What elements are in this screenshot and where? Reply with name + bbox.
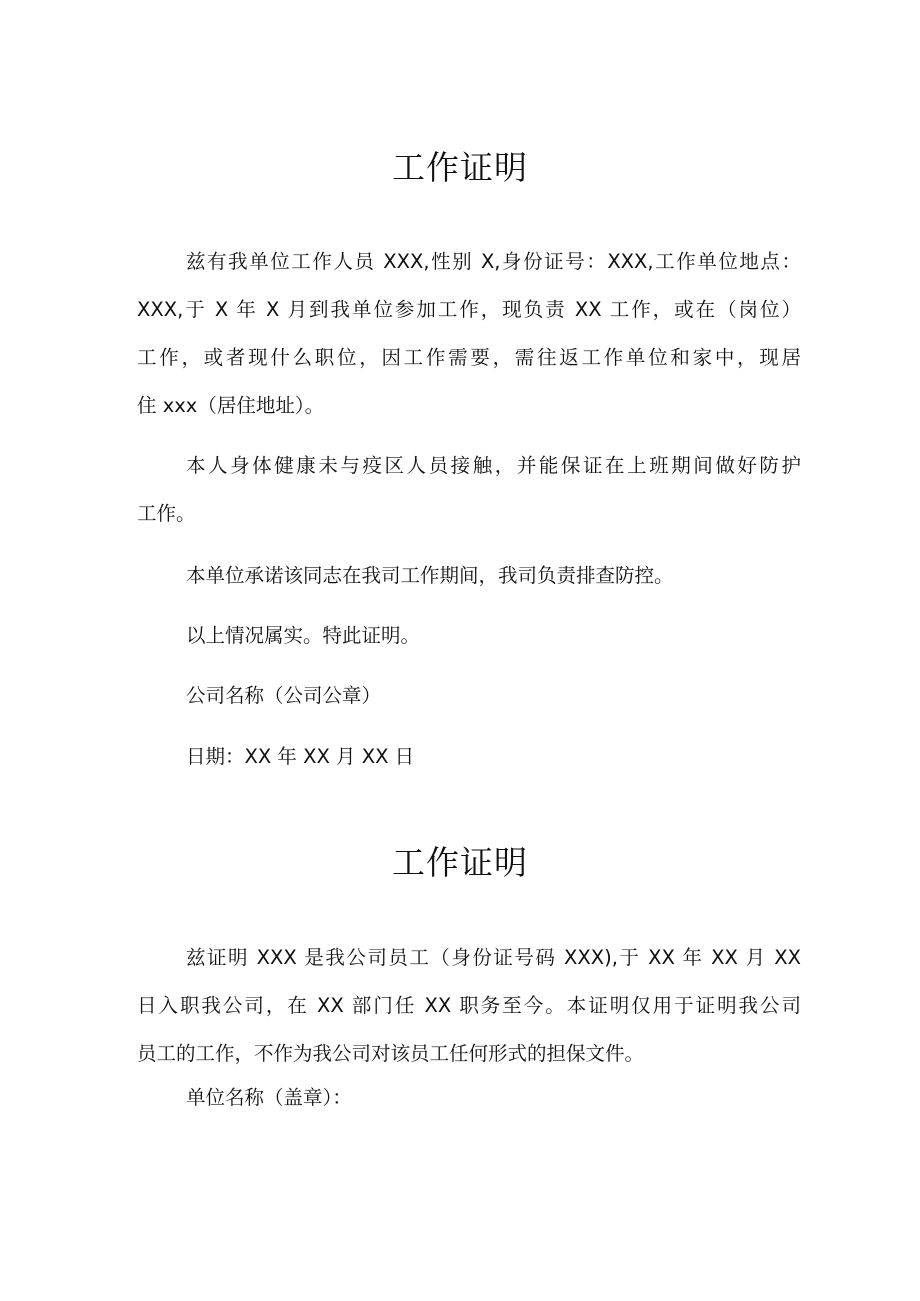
paragraph-line: 本人身体健康未与疫区人员接触，并能保证在上班期间做好防护 — [186, 454, 801, 477]
paragraph-line: 兹证明 XXX 是我公司员工（身份证号码 XXX),于 XX 年 XX 月 XX — [186, 946, 801, 969]
paragraph-line: 以上情况属实。特此证明。 — [186, 624, 421, 647]
paragraph-line: 日入职我公司，在 XX 部门任 XX 职务至今。本证明仅用于证明我公司 — [137, 994, 801, 1017]
paragraph-line: 住 xxx（居住地址）。 — [137, 394, 325, 417]
date-line: 日期：XX 年 XX 月 XX 日 — [186, 745, 415, 768]
certificate-1-paragraph-4 — [137, 612, 801, 660]
paragraph-line: 工作。 — [137, 502, 196, 525]
certificate-1-company-name — [137, 672, 801, 720]
paragraph-line: XXX,于 X 年 X 月到我单位参加工作，现负责 XX 工作，或在（岗位） — [137, 298, 801, 321]
company-name-line: 公司名称（公司公章） — [186, 684, 382, 707]
certificate-1-paragraph-3 — [137, 552, 801, 600]
certificate-1-title: 工作证明 — [392, 148, 528, 187]
certificate-1-paragraph-2 — [137, 442, 801, 538]
paragraph-line: 本单位承诺该同志在我司工作期间，我司负责排查防控。 — [186, 564, 674, 587]
paragraph-line: 员工的工作，不作为我公司对该员工任何形式的担保文件。 — [137, 1042, 645, 1065]
certificate-2-unit-name — [137, 1074, 801, 1122]
certificate-2-title: 工作证明 — [392, 843, 528, 882]
certificate-2-paragraph-1 — [137, 934, 801, 1078]
paragraph-line: 工作，或者现什么职位，因工作需要，需往返工作单位和家中，现居 — [137, 346, 801, 369]
unit-name-line: 单位名称（盖章）： — [186, 1086, 352, 1109]
certificate-1-date — [137, 733, 801, 781]
paragraph-line: 兹有我单位工作人员 XXX,性别 X,身份证号：XXX,工作单位地点： — [186, 250, 801, 273]
certificate-1-paragraph-1 — [137, 238, 801, 430]
